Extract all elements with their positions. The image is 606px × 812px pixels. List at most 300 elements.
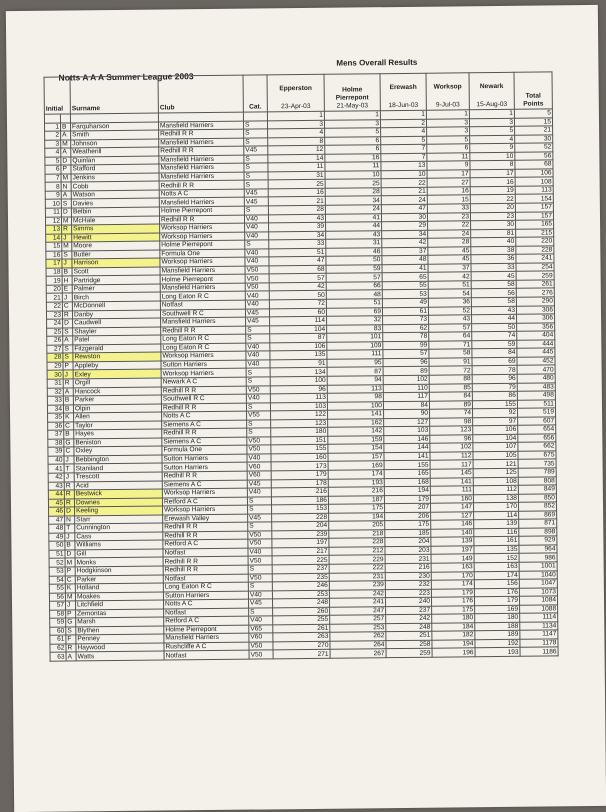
row-holme-pierrepont: 175 [329,504,385,513]
row-holme-pierrepont: 142 [328,427,384,436]
row-total: 445 [517,348,555,357]
row-club: Redhill R R [161,386,246,395]
row-surname: Palmer [72,284,160,293]
row-club: Formula One [162,445,247,454]
row-initial: M [61,174,71,183]
row-initial: K [64,413,74,422]
row-surname: Farquharson [70,122,158,131]
row-erewash: 73 [383,315,429,324]
row-total: 1134 [520,622,558,631]
row-holme-pierrepont: 174 [328,470,384,479]
row-holme-pierrepont: 159 [328,435,384,444]
row-newark: 84 [472,349,517,358]
row-worksop: 194 [432,640,475,649]
row-total: 511 [517,399,555,408]
row-club: Notts A C [159,189,244,198]
row-total: 356 [517,323,555,332]
row-newark: 161 [474,537,519,546]
row-club: Holme Pierrepont [160,240,245,249]
row-worksop: 102 [430,443,473,452]
row-club: Formula One [160,249,245,258]
row-holme-pierrepont: 157 [328,453,384,462]
row-category: S [244,206,268,215]
row-epperston: 96 [270,385,327,394]
row-worksop: 64 [429,332,472,341]
header-surname: Surname [70,76,158,114]
row-initial: P [61,165,71,174]
row-category: S [247,496,271,505]
row-newark: 188 [475,622,520,631]
row-holme-pierrepont: 229 [329,555,385,564]
row-initial: A [61,148,71,157]
row-category: V50 [249,642,273,651]
row-erewash: 24 [381,196,427,205]
row-category: V55 [247,411,271,420]
row-epperston: 228 [272,513,329,522]
row-erewash: 207 [385,503,431,512]
header-row [44,72,552,114]
row-holme-pierrepont: 193 [328,478,384,487]
row-club: Worksop Harriers [163,505,248,514]
row-category: V40 [247,454,271,463]
row-surname: Quinlan [71,156,159,165]
row-category: V50 [245,274,269,283]
row-position: 40 [48,456,64,465]
row-holme-pierrepont: 5 [325,128,381,137]
row-worksop: 179 [431,588,474,597]
row-erewash: 34 [382,230,428,239]
row-newark: 106 [473,426,518,435]
row-newark: 17 [470,169,515,178]
row-total: 404 [517,331,555,340]
row-position: 19 [46,276,62,285]
row-category: S [248,582,272,591]
row-erewash: 155 [384,461,430,470]
row-holme-pierrepont: 231 [329,572,385,581]
row-club: Holme Pierrepont [159,206,244,215]
row-surname: Acid [74,481,162,490]
row-category: V45 [248,599,272,608]
row-club: Redhill R R [163,531,248,540]
header-initial: Initial [44,77,70,114]
row-total: 480 [517,374,555,383]
row-epperston: 39 [269,222,326,231]
row-epperston: 16 [268,188,325,197]
row-category: S [245,240,269,249]
row-holme-pierrepont: 218 [329,529,385,538]
row-erewash: 232 [385,580,431,589]
row-category: V50 [249,650,273,659]
row-surname: Litchfield [76,600,164,609]
row-position: 32 [47,388,63,397]
row-surname: Parker [73,395,161,404]
row-erewash: 248 [386,623,432,632]
row-surname: Keeling [75,506,163,515]
row-holme-pierrepont: 241 [329,598,385,607]
row-worksop: 196 [432,648,475,657]
row-newark: 36 [471,255,516,264]
row-club: Notfast [164,608,249,617]
row-newark: 189 [475,631,520,640]
row-total: 869 [519,511,557,520]
header-epperston: Epperston 23-Apr-03 [267,74,324,112]
row-newark: 179 [474,596,519,605]
row-surname: Moakes [75,592,163,601]
row-worksop: 175 [432,605,475,614]
row-holme-pierrepont: 50 [326,256,382,265]
row-position: 27 [47,345,63,354]
row-category: V45 [247,479,271,488]
row-erewash: 41 [382,264,428,273]
row-position: 18 [46,268,62,277]
row-erewash: 117 [383,392,429,401]
row-initial: N [65,516,75,525]
row-newark: 43 [471,306,516,315]
row-surname: Olpin [73,404,161,413]
row-holme-pierrepont: 264 [330,641,386,650]
row-epperston: 180 [271,428,328,437]
row-surname: Watts [76,651,164,660]
row-erewash: 165 [384,469,430,478]
row-total: 735 [518,459,556,468]
row-initial: C [65,575,75,584]
row-newark: 108 [473,477,518,486]
row-newark: 22 [470,195,515,204]
row-total: 498 [517,391,555,400]
row-worksop: 54 [428,289,471,298]
row-position: 22 [46,302,62,311]
row-epperston: 155 [271,445,328,454]
row-category: V40 [248,590,272,599]
row-position: 37 [48,430,64,439]
row-holme-pierrepont: 162 [328,418,384,427]
row-erewash: 175 [385,520,431,529]
header-worksop: Worksop 9-Jul-03 [426,73,469,110]
row-epperston: 4 [268,128,325,137]
row-surname: Orgill [73,378,161,387]
row-position: 52 [49,558,65,567]
row-epperston: 263 [273,633,330,642]
row-worksop: 112 [430,452,473,461]
row-newark: 125 [473,468,518,477]
row-surname: Simms [72,224,160,233]
row-initial: S [63,345,73,354]
row-club: Retford A C [162,497,247,506]
row-epperston: 134 [270,368,327,377]
row-worksop: 140 [431,529,474,538]
row-newark: 79 [472,383,517,392]
row-position: 17 [46,259,62,268]
row-position: 34 [47,405,63,414]
row-erewash: 29 [382,221,428,230]
row-position: 54 [49,576,65,585]
row-surname: Davies [71,198,159,207]
row-epperston: 253 [272,590,329,599]
row-holme-pierrepont: 222 [329,564,385,573]
row-erewash: 89 [383,367,429,376]
row-position: 11 [45,208,61,217]
row-worksop: 184 [432,623,475,632]
row-erewash: 42 [382,238,428,247]
row-erewash: 78 [383,332,429,341]
row-worksop: 57 [429,323,472,332]
row-category: S [248,565,272,574]
row-epperston: 42 [269,282,326,291]
header-total-points: Total Points [514,72,552,109]
row-total: 444 [517,340,555,349]
row-epperston: 186 [271,496,328,505]
row-club: Newark A C [161,377,246,386]
row-newark: 33 [471,263,516,272]
row-worksop: 5 [427,135,470,144]
row-holme-pierrepont: 253 [330,623,386,632]
row-erewash: 13 [381,162,427,171]
row-erewash: 216 [385,563,431,572]
row-club: Mansfield Harriers [161,317,246,326]
row-newark: 86 [472,391,517,400]
row-club: Long Eaton R C [160,292,245,301]
row-newark: 44 [472,314,517,323]
row-epperston: 261 [273,624,330,633]
row-total: 452 [517,357,555,366]
row-category: S [246,326,270,335]
row-club: Long Eaton R C [161,343,246,352]
row-club: Siemens A C [162,437,247,446]
row-holme-pierrepont: 242 [329,589,385,598]
row-worksop: 36 [428,298,471,307]
row-club: Sutton Harriers [162,463,247,472]
row-holme-pierrepont: 187 [328,495,384,504]
row-erewash: 185 [385,529,431,538]
row-newark: 97 [473,417,518,426]
row-erewash: 55 [382,281,428,290]
row-club: Mansfield Harriers [160,266,245,275]
row-category: V50 [245,266,269,275]
row-worksop: 27 [427,178,470,187]
row-epperston: 135 [270,351,327,360]
row-club: Sutton Harriers [161,360,246,369]
row-worksop: 147 [431,503,474,512]
row-position: 49 [49,533,65,542]
row-erewash: 141 [384,452,430,461]
row-position: 57 [50,601,66,610]
row-category: V45 [246,317,270,326]
row-worksop: 163 [431,563,474,572]
row-category: V40 [246,360,270,369]
row-epperston: 103 [270,402,327,411]
row-worksop: 146 [431,520,474,529]
row-worksop: 117 [430,460,473,469]
row-initial: R [62,225,72,234]
row-erewash: 206 [385,512,431,521]
row-newark: 169 [475,605,520,614]
row-epperston: 87 [270,333,327,342]
row-epperston: 246 [272,581,329,590]
row-holme-pierrepont: 48 [326,290,382,299]
row-initial: C [64,422,74,431]
row-position: 55 [49,584,65,593]
row-surname: McHale [71,216,159,225]
row-surname: Butler [72,250,160,259]
row-category: V40 [248,548,272,557]
row-surname: Zemontas [76,609,164,618]
row-surname: Allen [74,412,162,421]
row-club: Worksop Harriers [161,369,246,378]
row-holme-pierrepont: 212 [329,547,385,556]
row-initial: D [61,157,71,166]
row-holme-pierrepont: 262 [330,632,386,641]
row-worksop: 58 [429,349,472,358]
row-newark: 8 [470,161,515,170]
row-category: V40 [245,300,269,309]
row-position: 13 [46,225,62,234]
row-newark: 139 [474,520,519,529]
row-worksop: 52 [428,306,471,315]
row-category: S [244,138,268,147]
row-epperston: 114 [270,316,327,325]
row-newark: 155 [472,400,517,409]
row-position: 14 [46,234,62,243]
row-epperston: 28 [268,205,325,214]
row-initial: R [63,379,73,388]
row-initial: J [65,533,75,542]
row-club: Notts A C [163,599,248,608]
row-newark: 56 [471,289,516,298]
row-surname: Watson [71,190,159,199]
row-total: 68 [515,160,553,169]
row-initial: P [65,567,75,576]
row-category: V40 [245,232,269,241]
row-erewash: 99 [383,341,429,350]
row-club: Sutton Harriers [163,591,248,600]
row-holme-pierrepont: 267 [330,649,386,658]
row-newark: 10 [470,152,515,161]
row-epperston: 151 [271,436,328,445]
row-category: V45 [244,146,268,155]
row-total: 1073 [519,588,557,597]
row-position: 38 [48,439,64,448]
row-category: V45 [245,308,269,317]
row-erewash: 237 [386,606,432,615]
row-total: 1001 [519,562,557,571]
row-surname: Shayler [73,327,161,336]
row-erewash: 146 [384,435,430,444]
row-newark: 135 [474,545,519,554]
row-erewash: 57 [383,350,429,359]
row-initial: J [66,601,76,610]
row-epperston: 57 [269,274,326,283]
row-category: V50 [245,283,269,292]
row-worksop: 51 [428,281,471,290]
row-position: 12 [45,217,61,226]
row-initial: S [61,199,71,208]
row-worksop: 45 [428,247,471,256]
row-surname: Partridge [72,275,160,284]
row-erewash: 65 [382,273,428,282]
row-holme-pierrepont: 43 [326,230,382,239]
row-total: 290 [516,297,554,306]
row-club: Redhill R R [163,557,248,566]
row-initial: J [63,370,73,379]
row-club: Retford A C [163,539,248,548]
row-initial: R [64,490,74,499]
row-erewash: 102 [383,375,429,384]
row-initial: S [66,627,76,636]
row-club: Southwell R C [161,394,246,403]
row-category: S [246,402,270,411]
row-holme-pierrepont: 51 [326,299,382,308]
row-worksop: 176 [431,597,474,606]
row-worksop: 111 [430,486,473,495]
row-initial: H [62,276,72,285]
row-category: V50 [247,437,271,446]
row-total: 306 [516,305,554,314]
row-epperston: 14 [268,154,325,163]
row-club: Worksop Harriers [161,351,246,360]
row-worksop: 22 [428,221,471,230]
row-category: V45 [244,197,268,206]
row-holme-pierrepont: 28 [325,188,381,197]
first-row-placeholder: 1 1 1 1 1 5 [44,109,552,123]
row-erewash: 203 [385,546,431,555]
row-initial: T [64,464,74,473]
row-total: 852 [518,502,556,511]
row-worksop: 174 [431,580,474,589]
row-epperston: 123 [271,419,328,428]
row-newark: 116 [474,528,519,537]
row-holme-pierrepont: 154 [328,444,384,453]
row-position: 28 [47,353,63,362]
row-surname: Monks [75,557,163,566]
row-total: 1178 [520,639,558,648]
row-total: 607 [518,417,556,426]
row-newark: 58 [471,280,516,289]
row-position: 16 [46,251,62,260]
row-initial: J [62,259,72,268]
row-category: S [249,608,273,617]
row-surname: Hayes [74,429,162,438]
row-total: 789 [518,468,556,477]
row-club: Southwell R C [160,309,245,318]
row-erewash: 84 [383,401,429,410]
row-holme-pierrepont: 16 [325,153,381,162]
row-position: 61 [50,635,66,644]
row-surname: Jenkins [71,173,159,182]
row-holme-pierrepont: 25 [325,179,381,188]
row-category: V50 [247,445,271,454]
row-category: V40 [247,488,271,497]
row-epperston: 255 [273,616,330,625]
row-erewash: 179 [384,495,430,504]
row-surname: Hodgkinson [75,566,163,575]
row-epperston: 21 [268,197,325,206]
row-newark: 180 [475,614,520,623]
row-newark: 45 [471,272,516,281]
row-surname: Staniland [74,463,162,472]
row-epperston: 113 [270,393,327,402]
row-total: 215 [516,229,554,238]
row-club: Redhill R R [161,403,246,412]
row-category: V60 [249,633,273,642]
row-worksop: 45 [428,255,471,264]
row-total: 929 [519,536,557,545]
row-newark: 107 [473,443,518,452]
header-erewash: Erewash 18-Jun-03 [380,73,426,110]
row-erewash: 61 [382,307,428,316]
row-erewash: 168 [384,478,430,487]
row-newark: 92 [473,408,518,417]
row-holme-pierrepont: 11 [325,162,381,171]
